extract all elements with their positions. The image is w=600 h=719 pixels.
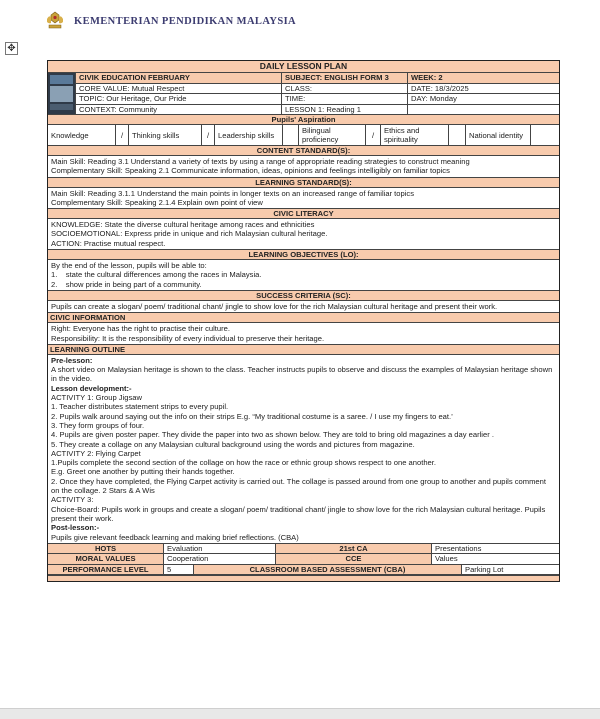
aspiration-label: Ethics and spirituality [381,125,449,145]
civic-info-title: CIVIC INFORMATION [48,313,559,323]
hots-label: HOTS [48,544,164,554]
aspiration-mark: / [366,125,381,145]
table-move-handle-icon[interactable]: ✥ [5,42,18,55]
objective-item: 2. show pride in being part of a community. [51,279,202,289]
civic-right: Right: Everyone has the right to practise their culture. [51,324,230,334]
content-complementary: Complementary Skill: Speaking 2.1 Communicate information, ideas, opinions and feelings intelligibly on familiar topics [51,166,450,176]
date: DATE: 18/3/2025 [411,83,469,93]
outline-title: LEARNING OUTLINE [48,345,559,355]
page-bottom-edge [0,708,600,719]
content-standard-title: CONTENT STANDARD(S): [48,146,559,156]
lesson-plan-table [47,60,560,582]
day: DAY: Monday [411,94,457,103]
learning-complementary: Complementary Skill: Speaking 2.1.4 Explain own point of view [51,197,263,207]
objectives-title: LEARNING OBJECTIVES (LO): [48,250,559,260]
aspiration-label: Leadership skills [215,125,283,145]
pre-lesson-text: A short video on Malaysian heritage is shown to the class. Teacher instructs pupils to observe and discuss the examples of Malaysian heritage shown in the video. [51,365,553,384]
ca-label: 21st CA [276,544,432,554]
aspiration-label: Bilingual proficiency [299,125,366,145]
moral-label: MORAL VALUES [48,554,164,564]
plan-info [48,73,559,115]
activity-step: 2. Pupils walk around saying out the info on their strips E.g. “My traditional costume is a saree. / I use my fingers to eat.’ [51,411,453,421]
activity-step: Choice-Board: Pupils work in groups and create a slogan/ poem/ traditional chant/ jingle to show love for the rich Malaysian cultural heritage. Pupils present their work. [51,504,546,523]
aspiration-label: Knowledge [48,125,116,145]
development-label: Lesson development:- [51,383,132,393]
performance-value: 5 [164,565,194,575]
civic-literacy-title: CIVIC LITERACY [48,209,559,219]
page-header [44,6,296,36]
aspiration-mark: / [202,125,215,145]
activity-step: 1.Pupils complete the second section of the collage on how the race or ethnic group shows respect to one another. [51,458,436,468]
aspiration-mark [283,125,299,145]
next-section-cut [48,575,559,581]
time-label: TIME: [282,94,408,104]
malaysia-crest-icon [44,11,66,31]
class-label: CLASS: [282,84,408,94]
content-main: Main Skill: Reading 3.1 Understand a variety of texts by using a range of appropriate reading strategies to construct meaning [51,157,470,166]
aspiration-label: National identity [466,125,531,145]
aspiration-mark [531,125,559,145]
activity-2-title: ACTIVITY 2: Flying Carpet [51,448,141,458]
objectives-intro: By the end of the lesson, pupils will be able to: [51,261,207,271]
cba-value: Parking Lot [465,564,504,574]
hots-value: Evaluation [164,544,276,554]
core-value: CORE VALUE: Mutual Respect [76,84,282,94]
learning-main: Main Skill: Reading 3.1.1 Understand the main points in longer texts on an increased range of familiar topics [51,188,415,198]
performance-label: PERFORMANCE LEVEL [48,565,164,575]
success-criteria-title: SUCCESS CRITERIA (SC): [48,291,559,301]
civic-socioemotional: SOCIOEMOTIONAL: Express pride in unique and rich Malaysian cultural heritage. [51,229,328,239]
moral-value: Cooperation [164,554,276,564]
objectives [48,260,559,291]
week: WEEK: 2 [411,73,443,82]
activity-3-title: ACTIVITY 3: [51,495,94,505]
context: CONTEXT: Community [76,105,282,115]
topic: TOPIC: Our Heritage, Our Pride [76,94,282,104]
learning-standard [48,188,559,210]
objective-item: 1. state the cultural differences among the races in Malaysia. [51,270,262,280]
aspiration-label: Thinking skills [129,125,202,145]
learning-standard-title: LEARNING STANDARD(S): [48,178,559,188]
class-name: CIVIK EDUCATION FEBRUARY [76,73,282,83]
activity-step: 2. Once they have completed, the Flying Carpet activity is carried out. The collage is passed around from one group to another and pupils comment on the collage. 2 Stars & A Wis [51,476,546,496]
post-lesson-label: Post-lesson:- [51,523,100,533]
aspiration-row [48,125,559,146]
content-standard [48,156,559,178]
civic-info [48,323,559,345]
plan-title: DAILY LESSON PLAN [48,61,559,73]
aspiration-title: Pupils' Aspiration [48,115,559,125]
lesson: LESSON 1: Reading 1 [282,105,408,115]
subject: SUBJECT: ENGLISH FORM 3 [282,73,408,83]
activity-step: 1. Teacher distributes statement strips to every pupil. [51,402,229,412]
civic-responsibility: Responsibility: It is the responsibility of every individual to preserve their heritage. [51,333,325,343]
activity-step: 4. Pupils are given poster paper. They divide the paper into two as shown below. They are told to bring old magazines a day earlier . [51,430,494,440]
pre-lesson-label: Pre-lesson: [51,355,93,365]
ministry-name: KEMENTERIAN PENDIDIKAN MALAYSIA [74,15,297,27]
cce-value: Values [435,554,458,564]
learning-outline [48,355,559,544]
footer-row-moral [48,554,559,565]
footer-row-hots [48,544,559,555]
civic-action: ACTION: Practise mutual respect. [51,238,166,248]
ca-value: Presentations [435,543,482,553]
success-criteria: Pupils can create a slogan/ poem/ traditional chant/ jingle to show love for the rich Malaysian cultural heritage and present their work. [48,301,559,313]
activity-step: E.g. Greet one another by putting their hands together. [51,467,235,477]
plan-info-header [76,73,559,84]
activity-step: 3. They form groups of four. [51,420,145,430]
footer-row-performance [48,565,559,576]
cce-label: CCE [276,554,432,564]
civic-knowledge: KNOWLEDGE: State the diverse cultural heritage among races and ethnicities [51,220,315,230]
aspiration-mark [449,125,466,145]
textbook-cover-icon [48,73,76,114]
activity-1-title: ACTIVITY 1: Group Jigsaw [51,393,143,403]
cba-label: CLASSROOM BASED ASSESSMENT (CBA) [194,565,462,575]
civic-literacy [48,219,559,250]
post-lesson-text: Pupils give relevant feedback learning and making brief reflections. (CBA) [51,532,299,542]
activity-step: 5. They create a collage on any Malaysian cultural background using the words and pictures from magazine. [51,439,415,449]
aspiration-mark: / [116,125,129,145]
